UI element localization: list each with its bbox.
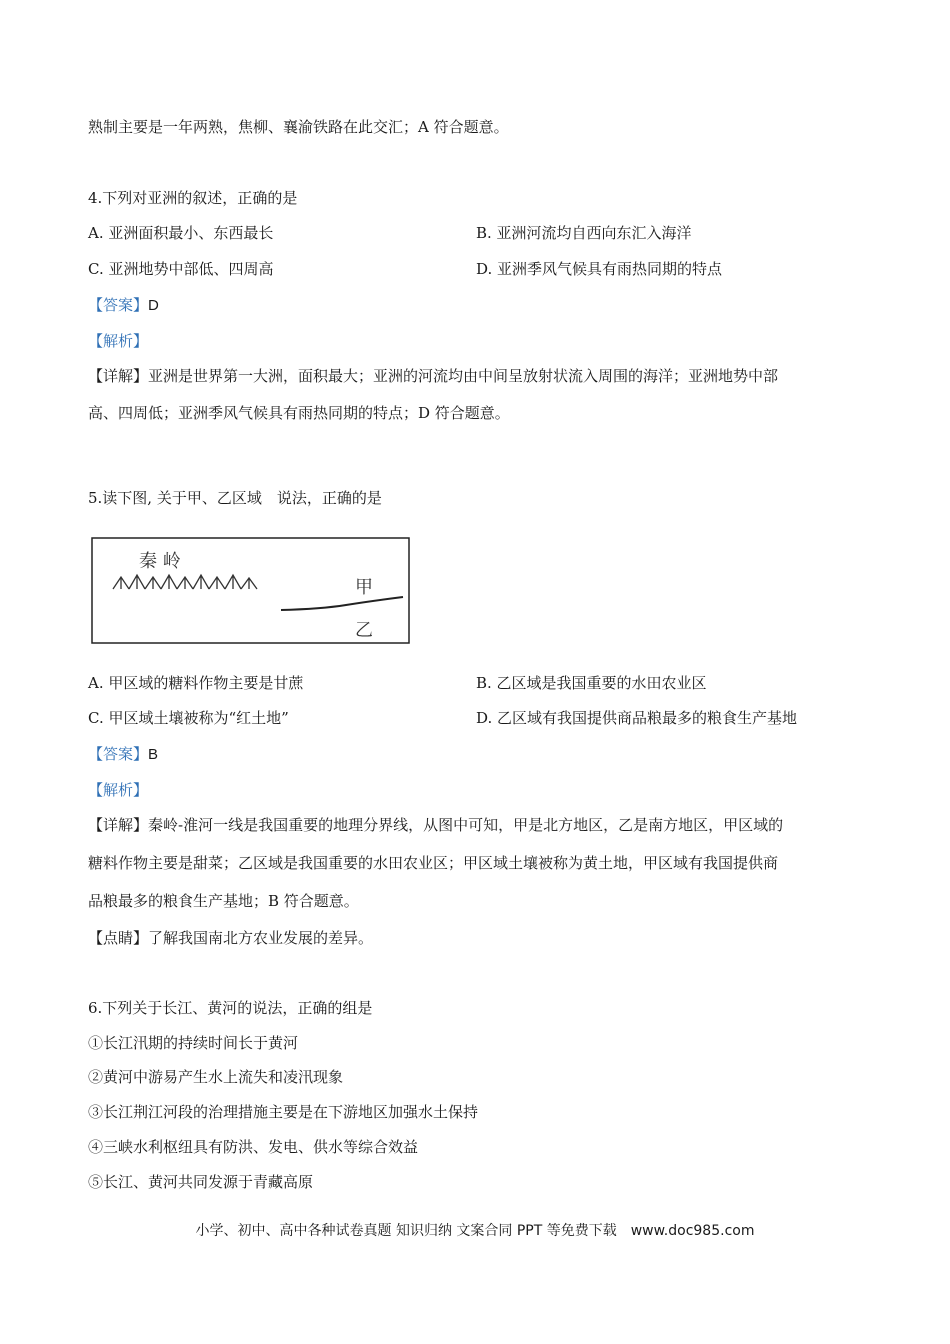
q5-answer-label: 【答案】 <box>88 745 149 763</box>
q5-detail-line-3: 品粮最多的粮食生产基地；B 符合题意。 <box>88 892 359 910</box>
q4-analysis-label <box>88 331 148 351</box>
q5-analysis-heading: 【解析】 <box>88 781 149 799</box>
qinling-map-figure <box>91 537 410 644</box>
q4-option-d: D. 亚洲季风气候具有雨热同期的特点 <box>476 260 723 278</box>
q6-item-3: ③长江荆江河段的治理措施主要是在下游地区加强水土保持 <box>88 1103 479 1121</box>
q5-option-b: B. 乙区域是我国重要的水田农业区 <box>476 674 707 692</box>
q6-stem: 6.下列关于长江、黄河的说法，正确的组是 <box>88 999 373 1017</box>
q5-detail-line-1 <box>88 815 783 835</box>
q5-tip <box>88 928 373 948</box>
q5-detail-label: 【详解】 <box>88 816 149 834</box>
q4-option-a: A. 亚洲面积最小、东西最长 <box>88 224 274 242</box>
q6-item-5: ⑤长江、黄河共同发源于青藏高原 <box>88 1173 314 1191</box>
q6-item-1: ①长江汛期的持续时间长于黄河 <box>88 1034 299 1052</box>
q5-analysis-label <box>88 780 148 800</box>
q5-detail-text-1: 秦岭-淮河一线是我国重要的地理分界线，从图中可知，甲是北方地区，乙是南方地区，甲区域的 <box>148 816 784 834</box>
q4-detail-label: 【详解】 <box>88 367 149 385</box>
q5-tip-label: 【点睛】 <box>88 929 149 947</box>
q5-answer-value: B <box>148 746 159 763</box>
q4-option-b: B. 亚洲河流均自西向东汇入海洋 <box>476 224 692 242</box>
q5-option-d: D. 乙区域有我国提供商品粮最多的粮食生产基地 <box>476 709 798 727</box>
q5-stem: 5.读下图, 关于甲、乙区域 说法，正确的是 <box>88 489 382 507</box>
q6-item-2: ②黄河中游易产生水上流失和凌汛现象 <box>88 1068 344 1086</box>
figure-mountain-label: 秦 岭 <box>139 551 181 572</box>
q6-item-4: ④三峡水利枢纽具有防洪、发电、供水等综合效益 <box>88 1138 419 1156</box>
q4-option-c: C. 亚洲地势中部低、四周高 <box>88 260 274 278</box>
q5-answer <box>88 744 158 765</box>
q5-option-c: C. 甲区域土壤被称为“红土地” <box>88 709 289 727</box>
q4-answer-value: D <box>148 297 159 314</box>
q5-tip-text: 了解我国南北方农业发展的差异。 <box>148 929 374 947</box>
q5-option-a: A. 甲区域的糖料作物主要是甘蔗 <box>88 674 304 692</box>
q4-answer <box>88 295 159 316</box>
q4-detail-line-1 <box>88 366 778 386</box>
page-footer: 小学、初中、高中各种试卷真题 知识归纳 文案合同 PPT 等免费下载 www.doc985.com <box>195 1223 755 1239</box>
q4-detail-line-2: 高、四周低；亚洲季风气候具有雨热同期的特点；D 符合题意。 <box>88 404 510 422</box>
figure-north-label: 甲 <box>355 577 373 598</box>
q4-analysis-heading: 【解析】 <box>88 332 149 350</box>
figure-south-label: 乙 <box>355 620 373 641</box>
q4-stem: 4.下列对亚洲的叙述，正确的是 <box>88 189 298 207</box>
previous-answer-tail: 熟制主要是一年两熟，焦柳、襄渝铁路在此交汇；A 符合题意。 <box>88 118 509 136</box>
q5-detail-line-2: 糖料作物主要是甜菜；乙区域是我国重要的水田农业区；甲区域土壤被称为黄土地，甲区域有我国提供商 <box>88 854 779 872</box>
q4-detail-text-1: 亚洲是世界第一大洲，面积最大；亚洲的河流均由中间呈放射状流入周围的海洋；亚洲地势中部 <box>148 367 779 385</box>
q4-answer-label: 【答案】 <box>88 296 149 314</box>
